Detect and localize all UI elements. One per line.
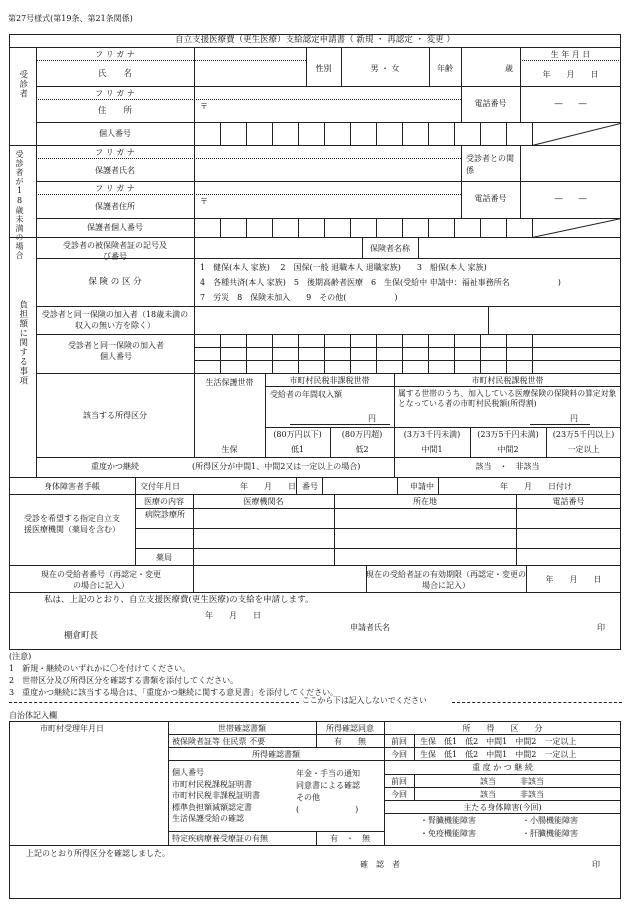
insurer-name-label: 保険者名称 xyxy=(370,244,410,253)
household-doc-label: 世帯確認書類 xyxy=(218,724,266,733)
patient-section-label: 受診者 xyxy=(17,70,28,99)
mid2-range: (23万5千円未満) xyxy=(477,430,539,439)
declaration-text: 私は、上記のとおり、自立支援医療費(更生医療)の支給を申請します。 xyxy=(44,595,314,605)
severe-continuing-label: 重度かつ継続 xyxy=(91,462,139,471)
main-disability-header: 主たる身体障害(今回) xyxy=(463,803,542,812)
handbook-issued-value[interactable]: 年 月 日 xyxy=(240,482,296,491)
annual-income-label: 受給者の年間収入額 xyxy=(270,390,342,399)
prev-label: 前回 xyxy=(391,737,407,746)
received-date-label: 市町村受理年月日 xyxy=(40,724,104,733)
insurance-options-line3[interactable]: 7 労災 8 保険未加入 9 その他( ) xyxy=(200,293,398,302)
note-item: 2 世帯区分及び所得区分を確認する書類を添付してください。 xyxy=(9,676,239,685)
handbook-applying-value[interactable]: 年 月 日付け xyxy=(500,482,572,491)
handbook-issued-label: 交付年月日 xyxy=(140,482,180,491)
patient-phone-label: 電話番号 xyxy=(474,99,507,108)
hospital-label: 病院診療所 xyxy=(145,510,185,519)
current-cert-validity-value[interactable]: 年 月 日 xyxy=(545,575,602,584)
insurance-type-label: 保 険 の 区 分 xyxy=(88,277,142,287)
institution-phone-header: 電話番号 xyxy=(552,497,585,506)
pension-doc-list[interactable]: 年金・手当の通知 同意書による確認 その他 ( ) xyxy=(296,769,360,814)
severe-prev-options[interactable]: 該当 非該当 xyxy=(480,777,544,786)
severe-continuing-note: (所得区分が中間1、中間2又は一定以上の場合) xyxy=(192,462,361,471)
patient-phone-value[interactable]: ― ― xyxy=(554,99,587,108)
insurance-options-line1[interactable]: 1 健保(本人 家族) 2 国保(一般 退職本人 退職家族) 3 船保(本人 家族) xyxy=(200,263,487,272)
guardian-address-label: 保護者住所 xyxy=(95,202,135,211)
institution-label: 受診を希望する指定自立支援医療機関（薬局を含む） xyxy=(24,514,120,534)
taxable-yen: 円 xyxy=(570,414,578,423)
mid1-option[interactable]: 中間1 xyxy=(421,445,443,454)
specified-disease-label: 特定疾病療養受療証の有無 xyxy=(172,834,268,843)
institution-content-header: 医療の内容 xyxy=(144,497,184,506)
handbook-label: 身体障害者手帳 xyxy=(44,482,100,491)
guardian-furigana-label: フ リ ガ ナ xyxy=(95,148,135,157)
current-cert-number-label: 現在の受給者番号（再認定・変更の場合に記入） xyxy=(41,570,161,590)
office-severe-header: 重 度 か つ 継 続 xyxy=(472,763,533,772)
guardian-section-label: 受診者が18歳未満の場合 xyxy=(15,150,24,260)
burden-section-label: 負担額に関する事項 xyxy=(17,300,28,386)
insured-symbol-label: 受診者の被保険者証の記号及び番号 xyxy=(63,241,167,261)
note-item: 1 新規・継続のいずれかに〇を付けてください。 xyxy=(9,664,191,673)
do-not-write-divider: ここから下は記入しないでください xyxy=(302,696,427,705)
disability-liver[interactable]: ・肝臓機能障害 xyxy=(522,829,578,838)
guardian-relation-label: 受診者との関 係 xyxy=(466,154,530,175)
insured-cert-options[interactable]: 被保険者証等 住民票 不要 xyxy=(172,737,266,746)
pharmacy-label: 薬局 xyxy=(156,553,172,562)
form-title: 自立支援医療費（更生医療）支給認定申請書（ 新規 ・ 再認定 ・ 変更 ） xyxy=(175,35,455,45)
office-section-header: 自治体記入欄 xyxy=(9,711,57,720)
age-unit: 歳 xyxy=(505,64,513,73)
confirmer-seal: 印 xyxy=(592,860,600,869)
patient-mynumber-label: 個人番号 xyxy=(99,129,131,138)
disability-immune[interactable]: ・免疫機能障害 xyxy=(420,829,476,838)
tax-exempt-header: 市町村民税非課税世帯 xyxy=(289,376,370,385)
taxable-description: 属する世帯のうち、加入している医療保険の保険料の算定対象となっている者の市町村民税額(所得割) xyxy=(398,389,617,408)
low1-option[interactable]: 低1 xyxy=(290,445,305,454)
confirmer-label: 確 認 者 xyxy=(360,860,400,869)
birth-date-value[interactable]: 年 月 日 xyxy=(542,70,599,79)
high-range: (23万5千円以上) xyxy=(552,430,615,439)
institution-address-header: 所在地 xyxy=(413,497,437,506)
handbook-number-label: 番号 xyxy=(302,482,318,491)
current-cert-validity-label: 現在の受給者証の有効期限（再認定・変更の場合に記入） xyxy=(366,570,526,590)
low2-range: (80万円超) xyxy=(341,430,383,439)
mid1-range: (3万3千円未満) xyxy=(403,430,461,439)
severe-prev-label: 前回 xyxy=(391,777,407,786)
age-label: 年齢 xyxy=(437,64,453,73)
guardian-mynumber-label: 保護者個人番号 xyxy=(87,223,143,232)
notes-header: (注意) xyxy=(9,652,32,661)
guardian-postal-mark: 〒 xyxy=(200,197,208,206)
taxable-header: 市町村民税課税世帯 xyxy=(471,376,544,385)
severe-curr-options[interactable]: 該当 非該当 xyxy=(480,790,544,799)
patient-furigana-label: フ リ ガ ナ xyxy=(95,50,135,59)
confirmation-text: 上記のとおり所得区分を確認しました。 xyxy=(26,849,170,858)
mid2-option[interactable]: 中間2 xyxy=(497,445,519,454)
disability-intestine[interactable]: ・小腸機能障害 xyxy=(522,816,578,825)
consent-options[interactable]: 有 無 xyxy=(334,737,366,746)
insurance-options-line2[interactable]: 4 各種共済(本人 家族) 5 後期高齢者医療 6 生保(受給中 申請中：福祉事務所名 ) xyxy=(200,278,561,287)
form-number: 第27号様式(第19条、第21条関係) xyxy=(8,14,133,23)
same-insurance-mynumber-label: 受診者と同一保険の加入者個人番号 xyxy=(68,341,164,361)
guardian-phone-label: 電話番号 xyxy=(474,194,507,203)
income-doc-list[interactable]: 個人番号 市町村民税課税証明書 市町村民税非課税証明書 標準負担額減額認定書 生活保護受給の確認 xyxy=(172,768,260,823)
guardian-furigana2-label: フ リ ガ ナ xyxy=(95,184,135,193)
patient-postal-mark: 〒 xyxy=(200,102,208,111)
patient-furigana2-label: フ リ ガ ナ xyxy=(95,89,135,98)
patient-address-label: 住 所 xyxy=(97,106,132,116)
note-item: 3 重度かつ継続に該当する場合は、「重度かつ継続に関する意見書」を添付してください。 xyxy=(9,688,339,697)
same-insurance-member-label: 受診者と同一保険の加入者（18歳未満の収入の無い方を除く） xyxy=(41,310,189,330)
patient-name-label: 氏 名 xyxy=(97,69,132,79)
welfare-option[interactable]: 生保 xyxy=(221,445,238,454)
specified-disease-options[interactable]: 有 ・ 無 xyxy=(330,834,370,843)
birth-date-label: 生 年 月 日 xyxy=(550,50,591,59)
income-consent-label: 所得確認同意 xyxy=(326,724,374,733)
severe-continuing-options[interactable]: 該当 ・ 非該当 xyxy=(475,462,540,471)
income-doc-label: 所得確認書類 xyxy=(252,750,300,759)
income-class-label: 該当する所得区分 xyxy=(83,411,147,420)
welfare-household-label: 生活保護世帯 xyxy=(205,378,254,387)
sex-options[interactable]: 男 ・ 女 xyxy=(370,64,400,73)
applicant-seal: 印 xyxy=(597,623,605,632)
severe-curr-label: 今回 xyxy=(391,790,407,799)
curr-label: 今回 xyxy=(391,750,407,759)
declaration-addressee: 棚倉町長 xyxy=(64,631,99,641)
patient-name-field[interactable] xyxy=(194,47,306,86)
office-income-class-header: 所 得 区 分 xyxy=(462,724,543,733)
declaration-date[interactable]: 年 月 日 xyxy=(205,611,261,620)
annual-income-yen: 円 xyxy=(368,414,376,423)
applicant-name-label: 申請者氏名 xyxy=(350,623,390,632)
low2-option[interactable]: 低2 xyxy=(355,445,369,454)
high-option[interactable]: 一定以上 xyxy=(567,445,600,454)
curr-income-options[interactable]: 生保 低1 低2 中間1 中間2 一定以上 xyxy=(420,750,577,759)
guardian-name-label: 保護者氏名 xyxy=(95,166,135,175)
prev-income-options[interactable]: 生保 低1 低2 中間1 中間2 一定以上 xyxy=(420,737,577,746)
guardian-phone-value[interactable]: ― ― xyxy=(554,194,587,203)
low1-range: (80万円以下) xyxy=(273,430,322,439)
institution-name-header: 医療機関名 xyxy=(243,497,284,506)
disability-kidney[interactable]: ・腎臓機能障害 xyxy=(420,816,476,825)
handbook-applying-label: 申請中 xyxy=(410,482,434,491)
sex-label: 性別 xyxy=(315,64,332,73)
